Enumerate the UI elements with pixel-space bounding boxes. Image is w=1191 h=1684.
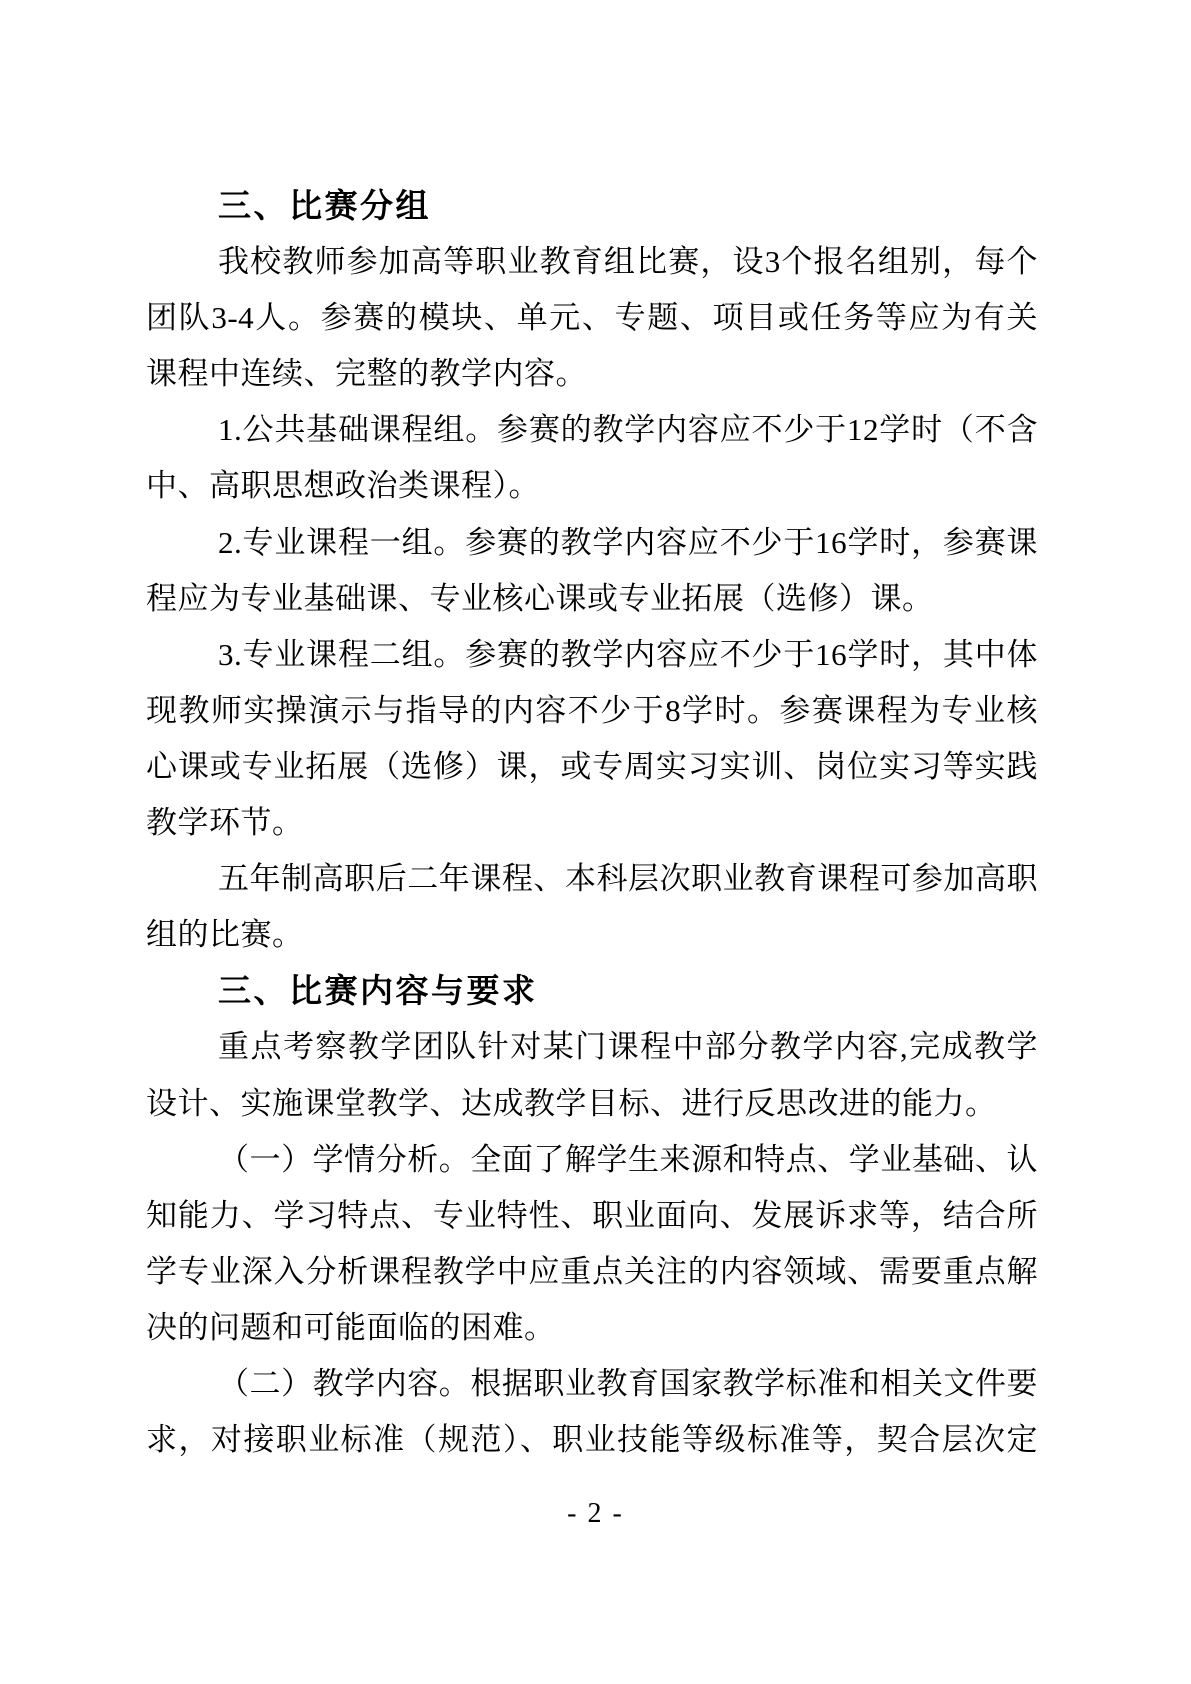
text-line: 我校教师参加高等职业教育组比赛，设3个报名组别，每个 — [218, 244, 1038, 280]
text-line: 中、高职思想政治类课程）。 — [146, 468, 540, 504]
text-line: 设计、实施课堂教学、达成教学目标、进行反思改进的能力。 — [146, 1085, 997, 1121]
text-line: 团队3-4人。参赛的模块、单元、专题、项目或任务等应为有关 — [146, 300, 1038, 336]
document-body — [146, 178, 1038, 1468]
text-line: 知能力、学习特点、专业特性、职业面向、发展诉求等，结合所 — [146, 1197, 1038, 1233]
section-heading: 三、比赛分组 — [218, 187, 431, 224]
text-line: 五年制高职后二年课程、本科层次职业教育课程可参加高职 — [218, 861, 1038, 897]
section-heading: 三、比赛内容与要求 — [218, 972, 538, 1010]
text-line: 求，对接职业标准（规范）、职业技能等级标准等，契合层次定 — [146, 1422, 1038, 1458]
text-line: 1.公共基础课程组。参赛的教学内容应不少于12学时（不含 — [218, 412, 1038, 448]
text-line: 程应为专业基础课、专业核心课或专业拓展（选修）课。 — [146, 580, 934, 616]
text-line: 决的问题和可能面临的困难。 — [146, 1309, 556, 1345]
text-line: 学专业深入分析课程教学中应重点关注的内容领域、需要重点解 — [146, 1253, 1038, 1289]
text-line: （二）教学内容。根据职业教育国家教学标准和相关文件要 — [218, 1365, 1038, 1401]
text-line: 教学环节。 — [146, 805, 304, 841]
text-line: 3.专业课程二组。参赛的教学内容应不少于16学时，其中体 — [218, 636, 1038, 672]
text-line: 课程中连续、完整的教学内容。 — [146, 356, 587, 392]
text-line: 组的比赛。 — [146, 917, 304, 953]
text-line: 2.专业课程一组。参赛的教学内容应不少于16学时，参赛课 — [218, 524, 1038, 560]
text-line: 心课或专业拓展（选修）课，或专周实习实训、岗位实习等实践 — [146, 748, 1038, 784]
page-number: - 2 - — [567, 1498, 624, 1529]
text-line: 现教师实操演示与指导的内容不少于8学时。参赛课程为专业核 — [146, 692, 1038, 728]
text-line: 重点考察教学团队针对某门课程中部分教学内容,完成教学 — [218, 1029, 1038, 1065]
text-line: （一）学情分析。全面了解学生来源和特点、学业基础、认 — [218, 1141, 1038, 1177]
